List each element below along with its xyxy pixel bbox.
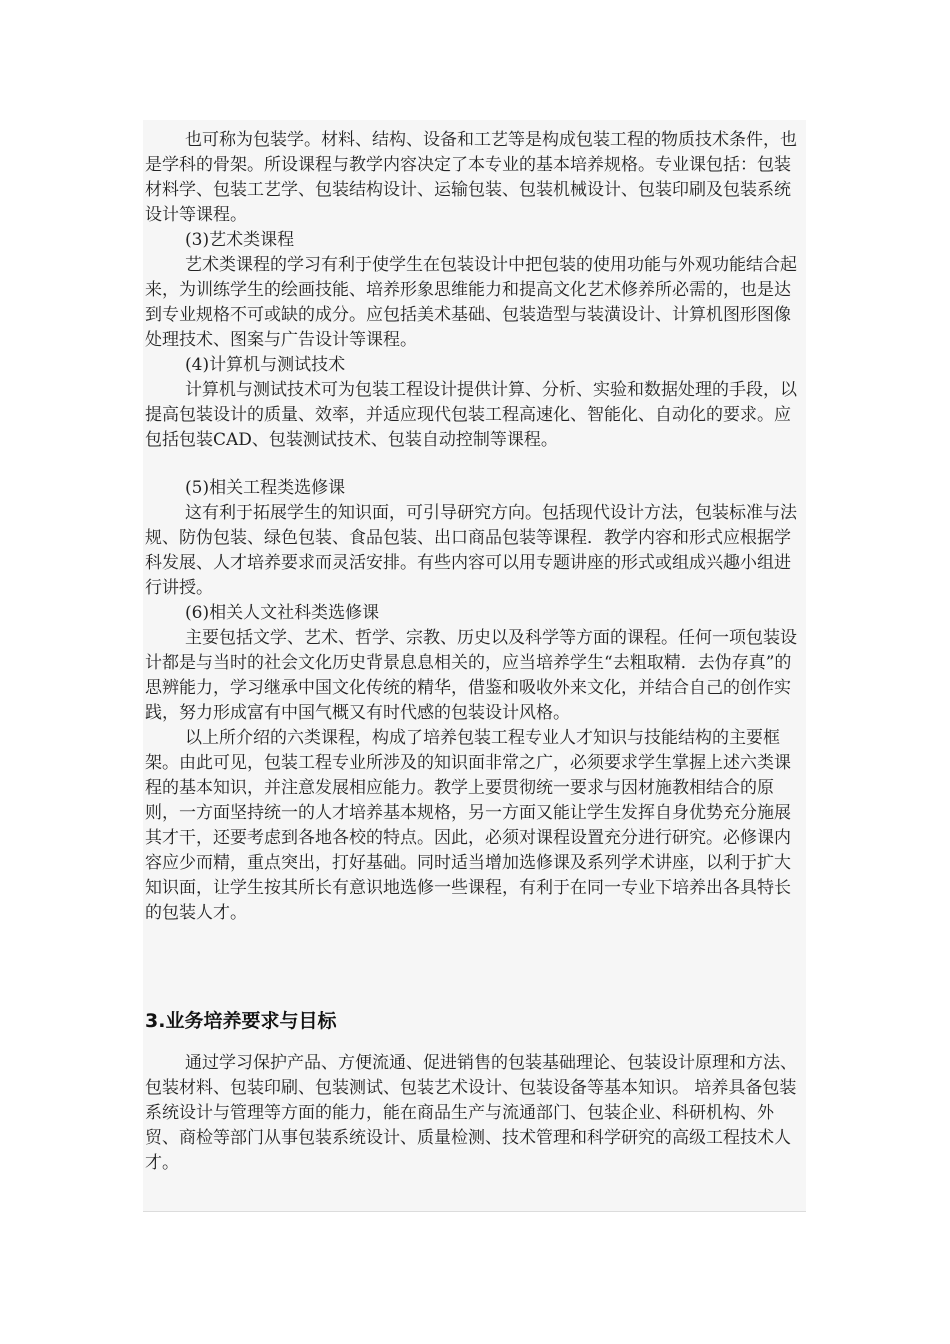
heading-computer-testing: (4)计算机与测试技术 — [185, 355, 346, 375]
heading-engineering-electives: (5)相关工程类选修课 — [185, 478, 346, 498]
section-title-training-goals: 3.业务培养要求与目标 — [145, 1010, 337, 1032]
heading-art-courses: (3)艺术类课程 — [185, 230, 295, 250]
paragraph-humanities-electives: 主要包括文学、艺术、哲学、宗教、历史以及科学等方面的课程。任何一项包装设计都是与当时的社会文化历史背景息息相关的，应当培养学生“去粗取精．去伪存真”的思辨能力，学习继承中国文化传统的精华，借鉴和吸收外来文化，并结合自己的创作实践，努力形成富有中国气概又有时代感的包装设计风格。 — [145, 628, 797, 723]
article-body-part1 — [145, 128, 807, 926]
paragraph-engineering-electives: 这有利于拓展学生的知识面，可引导研究方向。包括现代设计方法，包装标准与法规、防伪包装、绿色包装、食品包装、出口商品包装等课程．教学内容和形式应根据学科发展、人才培养要求而灵活安排。有些内容可以用专题讲座的形式或组成兴趣小组进行讲授。 — [145, 503, 797, 598]
blank-line — [145, 453, 807, 476]
paragraph-computer-testing: 计算机与测试技术可为包装工程设计提供计算、分析、实验和数据处理的手段，以提高包装设计的质量、效率，并适应现代包装工程高速化、智能化、自动化的要求。应包括包装CAD、包装测试技术、包装自动控制等课程。 — [145, 380, 797, 450]
paragraph-packaging-engineering: 也可称为包装学。材料、结构、设备和工艺等是构成包装工程的物质技术条件，也是学科的骨架。所设课程与教学内容决定了本专业的基本培养规格。专业课包括：包装材料学、包装工艺学、包装结构设计、运输包装、包装机械设计、包装印刷及包装系统设计等课程。 — [145, 130, 797, 225]
heading-humanities-electives: (6)相关人文社科类选修课 — [185, 603, 380, 623]
paragraph-training-goals: 通过学习保护产品、方便流通、促进销售的包装基础理论、包装设计原理和方法、包装材料、包装印刷、包装测试、包装艺术设计、包装设备等基本知识。 培养具备包装系统设计与管理等方面的能力，能在商品生产与流通部门、包装企业、科研机构、外贸、商检等部门从事包装系统设计、质量检测、技术管理和科学研究的高级工程技术人才。 — [145, 1053, 797, 1173]
paragraph-art-courses: 艺术类课程的学习有利于使学生在包装设计中把包装的使用功能与外观功能结合起来，为训练学生的绘画技能、培养形象思维能力和提高文化艺术修养所必需的，也是达到专业规格不可或缺的成分。应包括美术基础、包装造型与装潢设计、计算机图形图像处理技术、图案与广告设计等课程。 — [145, 255, 797, 350]
article-body-part2 — [145, 1051, 807, 1176]
paragraph-summary: 以上所介绍的六类课程，构成了培养包装工程专业人才知识与技能结构的主要框架。由此可见，包装工程专业所涉及的知识面非常之广，必须要求学生掌握上述六类课程的基本知识，并注意发展相应能力。教学上要贯彻统一要求与因材施教相结合的原则，一方面坚持统一的人才培养基本规格，另一方面又能让学生发挥自身优势充分施展其才干，还要考虑到各地各校的特点。因此，必须对课程设置充分进行研究。必修课内容应少而精，重点突出，打好基础。同时适当增加选修课及系列学术讲座，以利于扩大知识面，让学生按其所长有意识地选修一些课程，有利于在同一专业下培养出各具特长的包装人才。 — [145, 728, 791, 923]
